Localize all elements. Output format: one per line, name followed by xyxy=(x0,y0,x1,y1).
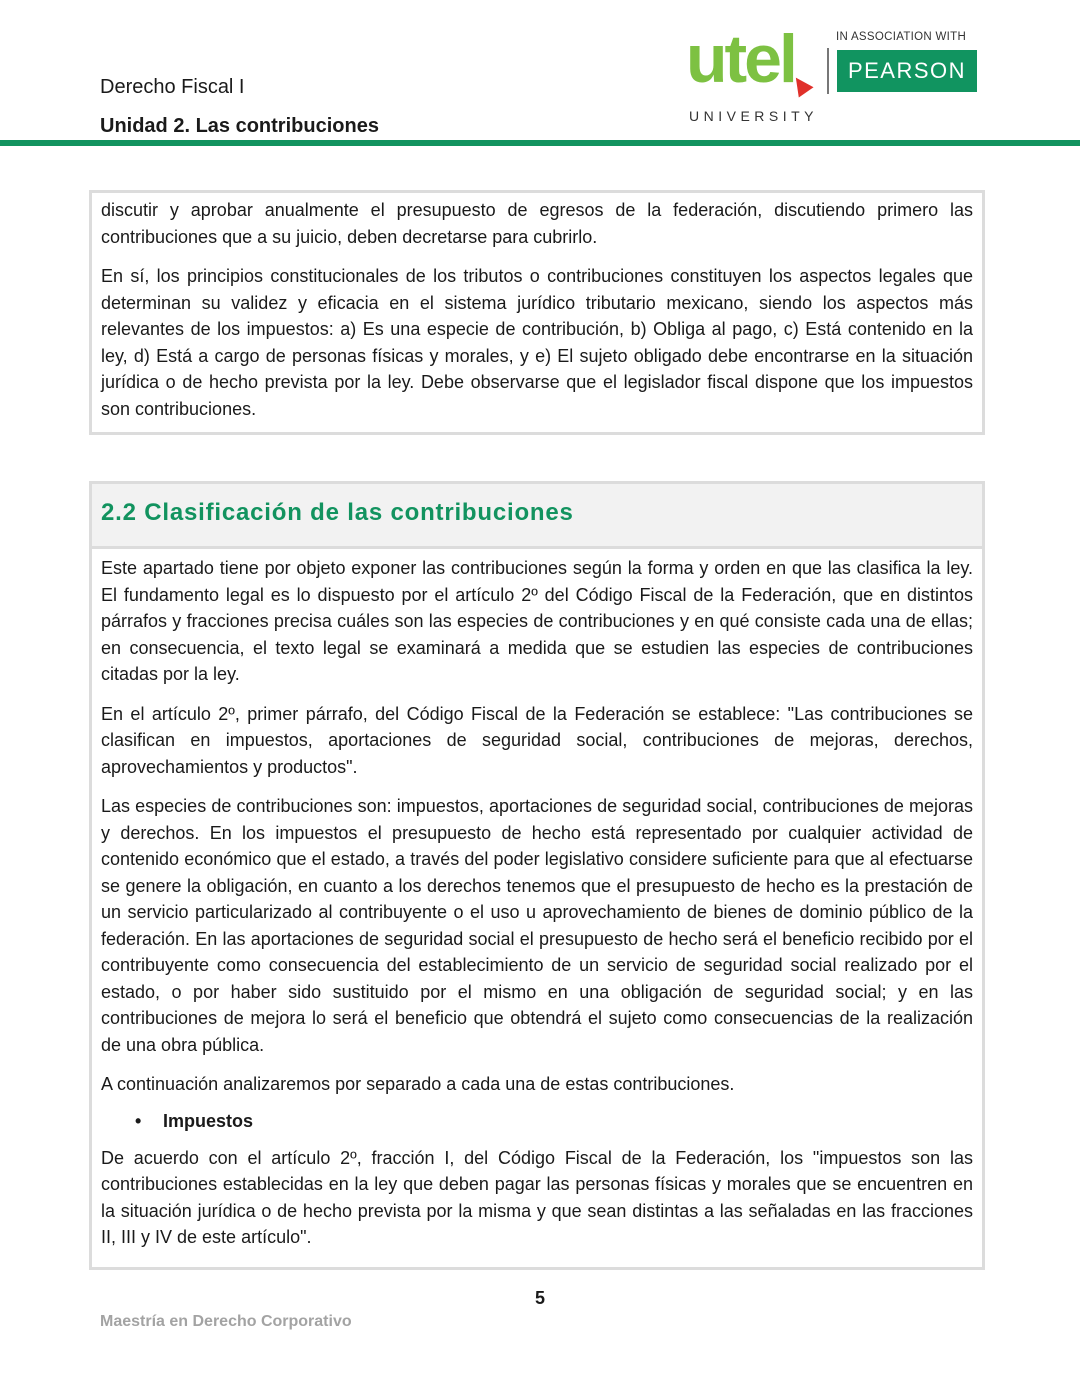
logo-sub: UNIVERSITY xyxy=(689,108,819,124)
paragraph: discutir y aprobar anualmente el presupuesto de egresos de la federación, discutiendo primero las contribuciones que a su juicio, deben decretarse para cubrirlo. xyxy=(101,200,973,247)
section-title: 2.2 Clasificación de las contribuciones xyxy=(101,499,574,526)
logo-assoc: IN ASSOCIATION WITH xyxy=(836,31,967,43)
logo-partner: PEARSON xyxy=(837,50,977,92)
page-number: 5 xyxy=(534,1288,545,1308)
paragraph: Este apartado tiene por objeto exponer las contribuciones según la forma y orden en que las clasifica la ley. El fundamento legal es lo dispuesto por el artículo 2º del Código Fiscal de la Federación, que en distintos párrafos y fracciones precisa cuáles son las especies de contribuciones y en qué consiste cada una de ellas; en consecuencia, el texto legal se examinará a medida que se estudien las especies de contribuciones citadas por la ley. xyxy=(101,558,973,684)
section-box xyxy=(89,481,985,1270)
content-box-1 xyxy=(89,190,985,435)
section-header xyxy=(92,484,982,549)
course-title: Derecho Fiscal I xyxy=(100,76,245,98)
paragraph: De acuerdo con el artículo 2º, fracción I, del Código Fiscal de la Federación, los "impuestos son las contribuciones establecidas en la ley que deben pagar las personas físicas y morales que se encuentren en la situación jurídica o de hecho prevista por la misma y que sean distintas a las señaladas en las fracciones II, III y IV de este artículo". xyxy=(101,1147,973,1247)
paragraph: A continuación analizaremos por separado a cada una de estas contribuciones. xyxy=(101,1074,735,1094)
header-rule xyxy=(0,140,1080,146)
paragraph: En el artículo 2º, primer párrafo, del Código Fiscal de la Federación se establece: "Las contribuciones se clasifican en impuestos, aportaciones de seguridad social, contribuciones de mejoras, derechos, aprovechamientos y productos". xyxy=(101,703,973,777)
utel-pearson-logo xyxy=(686,21,986,128)
logo-brand: utel xyxy=(686,21,795,97)
paragraph: En sí, los principios constitucionales de los tributos o contribuciones constituyen los aspectos legales que determinan su validez y eficacia en el sistema jurídico tributario mexicano, siendo los aspectos más relevantes de los impuestos: a) Es una especie de contribución, b) Obliga al pago, c) Está contenido en la ley, d) Está a cargo de personas físicas y morales, y e) El sujeto obligado debe encontrarse en la situación jurídica o de hecho prevista por la ley. Debe observarse que el legislador fiscal dispone que los impuestos son contribuciones. xyxy=(101,266,973,419)
logo-divider xyxy=(827,48,829,94)
bullet-icon: • xyxy=(135,1110,142,1131)
bullet-item xyxy=(135,1111,973,1132)
paragraph: Las especies de contribuciones son: impuestos, aportaciones de seguridad social, contribuciones de mejoras y derechos. En los impuestos el presupuesto de hecho está representado por cualquier actividad de contenido económico que el estado, a través del poder legislativo considere suficiente para que al efectuarse se genere la obligación, en cuanto a los derechos tenemos que el presupuesto de hecho es la prestación de un servicio particularizado al contribuyente o el uso u aprovechamiento de bienes de dominio público de la federación. En las aportaciones de seguridad social el presupuesto de hecho será el beneficio recibido por el contribuyente como consecuencia del establecimiento de un servicio de seguridad social realizado por el estado, o por haber sido sustituido por el mismo en una obligación de seguridad social; y en las contribuciones de mejora lo será el beneficio que obtendrá el sujeto como consecuencias de la realización de una obra pública. xyxy=(101,796,973,1055)
footer-program: Maestría en Derecho Corporativo xyxy=(100,1313,352,1330)
bullet-label: Impuestos xyxy=(163,1110,254,1131)
unit-title: Unidad 2. Las contribuciones xyxy=(100,115,379,137)
